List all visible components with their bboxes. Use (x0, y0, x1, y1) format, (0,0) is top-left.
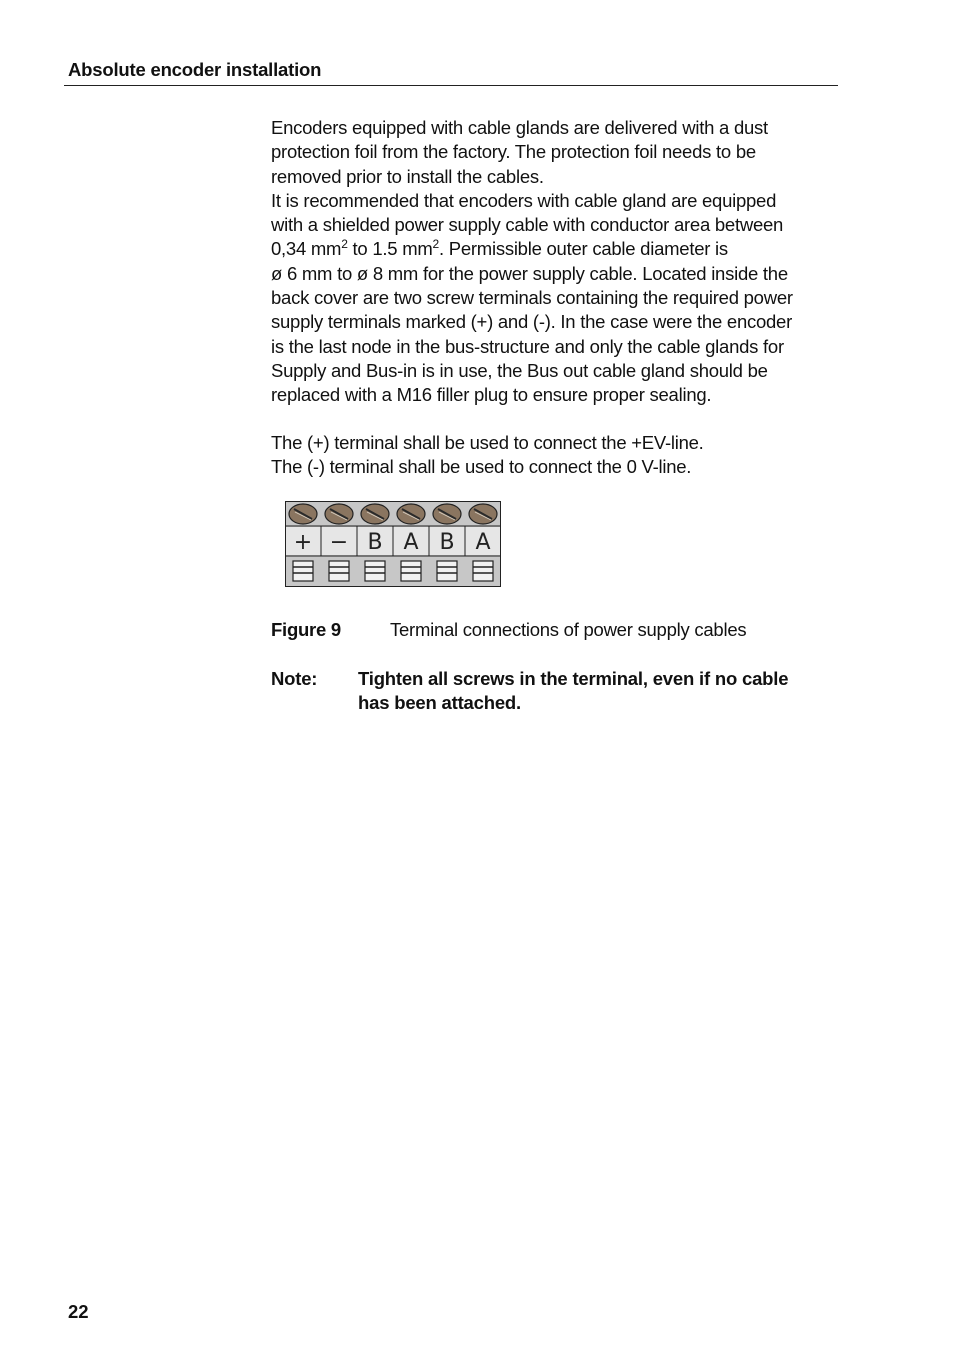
area-text-part: . Permissible outer cable diameter is (438, 238, 728, 260)
clamp-icon (365, 561, 385, 581)
text-line: The (+) terminal shall be used to connect the +EV-line. (271, 432, 704, 453)
terminal-label: B (367, 530, 383, 555)
clamp-icon (329, 561, 349, 581)
terminal-block-figure (285, 501, 501, 587)
clamp-icon (437, 561, 457, 581)
note-line: Tighten all screws in the terminal, even if no cable (358, 668, 789, 689)
terminal-block-diagram (285, 501, 501, 587)
page-number: 22 (68, 1301, 89, 1322)
text-line: is the last node in the bus-structure and only the cable glands for (271, 335, 784, 357)
clamp-icon (473, 561, 493, 581)
text-line: It is recommended that encoders with cable gland are equipped (271, 189, 777, 211)
text-line: supply terminals marked (+) and (-). In the case were the encoder (271, 311, 793, 333)
conductor-area-line (271, 237, 841, 261)
area-text-part: 0,34 mm (271, 238, 342, 260)
note-line: has been attached. (358, 692, 521, 714)
clamp-icon (293, 561, 313, 581)
clamp-icon (401, 561, 421, 581)
terminal-label: + (293, 530, 313, 555)
terminal-label: − (329, 530, 349, 555)
terminal-label: B (439, 530, 455, 555)
figure-label: Figure 9 (271, 619, 341, 640)
figure-caption (271, 618, 746, 642)
header-divider (64, 85, 838, 86)
text-line: protection foil from the factory. The protection foil needs to be (271, 141, 756, 163)
text-line: removed prior to install the cables. (271, 165, 544, 187)
superscript: 2 (341, 237, 348, 252)
text-line: replaced with a M16 filler plug to ensure proper sealing. (271, 384, 712, 406)
text-line: ø 6 mm to ø 8 mm for the power supply cable. Located inside the (271, 262, 788, 284)
text-line: Encoders equipped with cable glands are delivered with a dust (271, 117, 768, 138)
area-text-part: to 1.5 mm (347, 238, 433, 260)
figure-caption-text: Terminal connections of power supply cables (390, 619, 747, 640)
text-line: The (-) terminal shall be used to connect the 0 V-line. (271, 456, 692, 478)
terminal-label: A (475, 530, 491, 555)
section-header-title: Absolute encoder installation (68, 59, 322, 80)
text-line: back cover are two screw terminals containing the required power (271, 287, 793, 309)
note-label: Note: (271, 668, 318, 689)
note-text (358, 667, 838, 716)
paragraph-terminal-usage (271, 431, 841, 480)
terminal-label: A (403, 530, 419, 555)
paragraph-cable-installation (271, 116, 841, 408)
text-line: Supply and Bus-in is in use, the Bus out cable gland should be (271, 359, 768, 381)
text-line: with a shielded power supply cable with conductor area between (271, 214, 784, 236)
superscript: 2 (432, 237, 439, 252)
